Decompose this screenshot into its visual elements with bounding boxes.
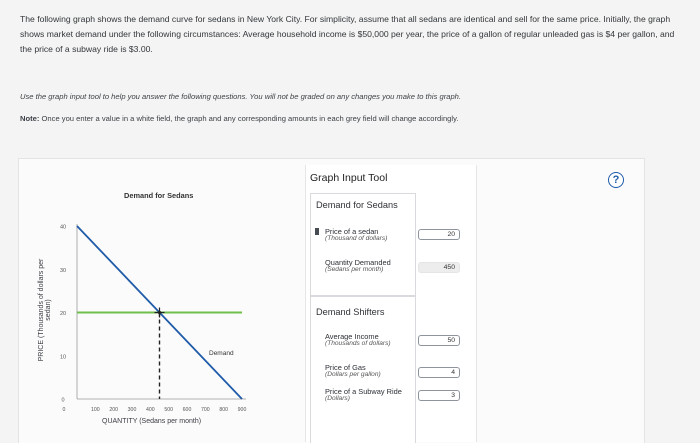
x-tick-label: 500 — [164, 407, 173, 413]
subway-row — [325, 388, 405, 402]
price-marker-icon — [315, 228, 319, 235]
income-sublabel: (Thousands of dollars) — [325, 340, 391, 348]
demand-section — [310, 193, 416, 296]
income-row — [325, 333, 403, 347]
x-tick-label: 100 — [91, 407, 100, 413]
gas-sublabel: (Dollars per gallon) — [325, 371, 381, 379]
gas-label: Price of Gas — [325, 363, 366, 372]
demand-section-title: Demand for Sedans — [316, 200, 398, 210]
demand-curve-label: Demand — [209, 350, 234, 357]
subway-sublabel: (Dollars) — [325, 395, 350, 403]
x-axis-label: QUANTITY (Sedans per month) — [102, 418, 202, 425]
price-input[interactable]: 20 — [418, 229, 460, 240]
chart-title: Demand for Sedans — [124, 191, 194, 200]
subway-price-input[interactable]: 3 — [418, 390, 460, 401]
subway-label: Price of a Subway Ride — [325, 387, 402, 396]
help-icon[interactable]: ? — [608, 172, 624, 188]
gas-price-input[interactable]: 4 — [418, 367, 460, 378]
income-label: Average Income — [325, 332, 379, 341]
note-label: Note: — [20, 114, 40, 123]
intro-paragraph: The following graph shows the demand curve for sedans in New York City. For simplicity, assume that all sedans are identical and sell for the same price. Initially, the graph shows market demand under the following circumstances: Average household income is $50,000 per year, the price of a gallon of regular unleaded gas is $4 per gallon, and the price of a subway ride is $3.00. — [20, 14, 675, 54]
x-tick-label: 900 — [237, 407, 247, 413]
y-tick-label: 40 — [59, 224, 67, 231]
y-axis-label: PRICE (Thousands of dollars per sedan) — [38, 258, 52, 362]
quantity-label: Quantity Demanded — [325, 258, 391, 267]
x-tick-label: 800 — [219, 407, 228, 413]
x-tick-label: 600 — [182, 407, 192, 413]
price-sublabel: (Thousand of dollars) — [325, 235, 388, 243]
selected-point — [158, 311, 161, 314]
instruction-text: Use the graph input tool to help you answer the following questions. You will not be graded on any changes you make to this graph. — [20, 92, 462, 101]
income-input[interactable]: 50 — [418, 335, 460, 346]
shifters-section-title: Demand Shifters — [316, 307, 385, 317]
tool-title: Graph Input Tool — [310, 172, 388, 184]
y-tick-label: 0 — [61, 397, 65, 404]
price-row — [325, 228, 397, 242]
x-tick-label: 300 — [127, 407, 137, 413]
chart-marks — [77, 226, 242, 399]
y-tick-label: 30 — [59, 267, 67, 274]
x-tick-label: 400 — [146, 407, 155, 413]
note-body: Once you enter a value in a white field, the graph and any corresponding amounts in each grey field will change accordingly. — [39, 114, 459, 123]
x-tick-label: 200 — [109, 407, 118, 413]
gas-row — [325, 364, 405, 378]
y-tick-label: 10 — [59, 354, 67, 361]
x-tick-label: 700 — [201, 407, 210, 413]
y-tick-label: 20 — [59, 311, 67, 317]
quantity-sublabel: (Sedans per month) — [325, 266, 384, 274]
x-tick-label: 0 — [62, 407, 66, 413]
quantity-output: 450 — [418, 262, 460, 273]
chart-tick-labels — [60, 225, 247, 414]
price-label: Price of a sedan — [325, 227, 379, 236]
demand-chart[interactable] — [0, 0, 305, 442]
quantity-row — [325, 259, 415, 273]
